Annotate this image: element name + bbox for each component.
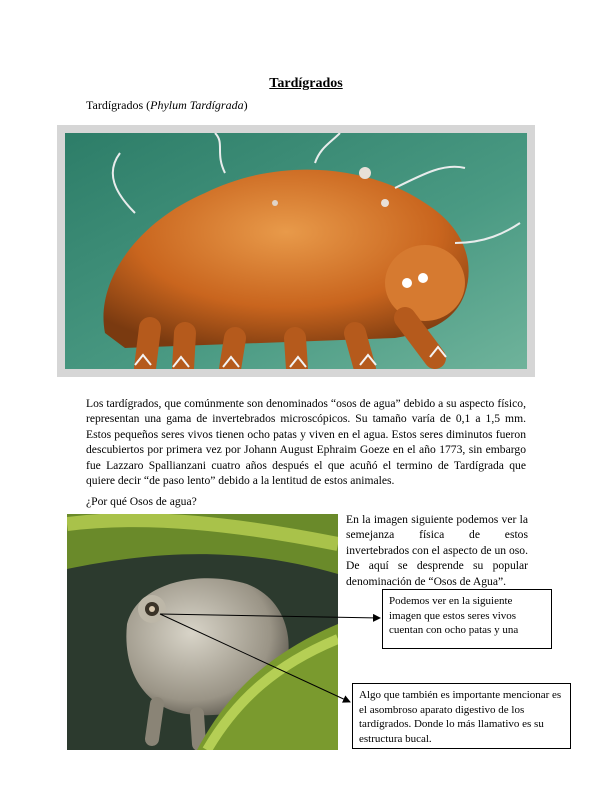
intro-paragraph: Los tardígrados, que comúnmente son denominados “osos de agua” debido a su aspecto físico, representan una gama de invertebrados microscópicos. Su tamaño varía de 0,1 a 1,5 mm. Estos pequeños seres vivos tienen ocho patas y viven en el agua. Estos seres diminutos fueron descubiertos por primera vez por Johann August Ephraim Goeze en el año 1773, sin embargo fue Lazzaro Spallianzani cuatro años después el que acuñó el termino de Tardígrada que quiere decir “de paso lento” debido a la lentitud de estos animales. (86, 397, 526, 488)
section-question: ¿Por qué Osos de agua? (86, 495, 197, 508)
subtitle-prefix: Tardígrados ( (86, 98, 151, 112)
page-title: Tardígrados (269, 76, 343, 91)
callout-eight-legs: Podemos ver en la siguiente imagen que estos seres vivos cuentan con ocho patas y una (382, 589, 552, 649)
side-paragraph: En la imagen siguiente podemos ver la semejanza física de estos invertebrados con el aspecto de un oso. De aquí se desprende su popular denominación de “Osos de Agua”. (346, 513, 528, 588)
tardigrade-photo-orange (57, 125, 535, 377)
callout-mouth-structure: Algo que también es importante mencionar es el asombroso aparato digestivo de los tardígrados. Donde lo más llamativo es su estructura bucal. (352, 683, 571, 749)
subtitle-suffix: ) (243, 98, 248, 112)
tardigrade-illustration (65, 133, 527, 369)
page-subtitle (86, 98, 248, 113)
subtitle-latin-name: Phylum Tardígrada (150, 98, 244, 112)
tardigrade-photo-moss (67, 514, 338, 750)
